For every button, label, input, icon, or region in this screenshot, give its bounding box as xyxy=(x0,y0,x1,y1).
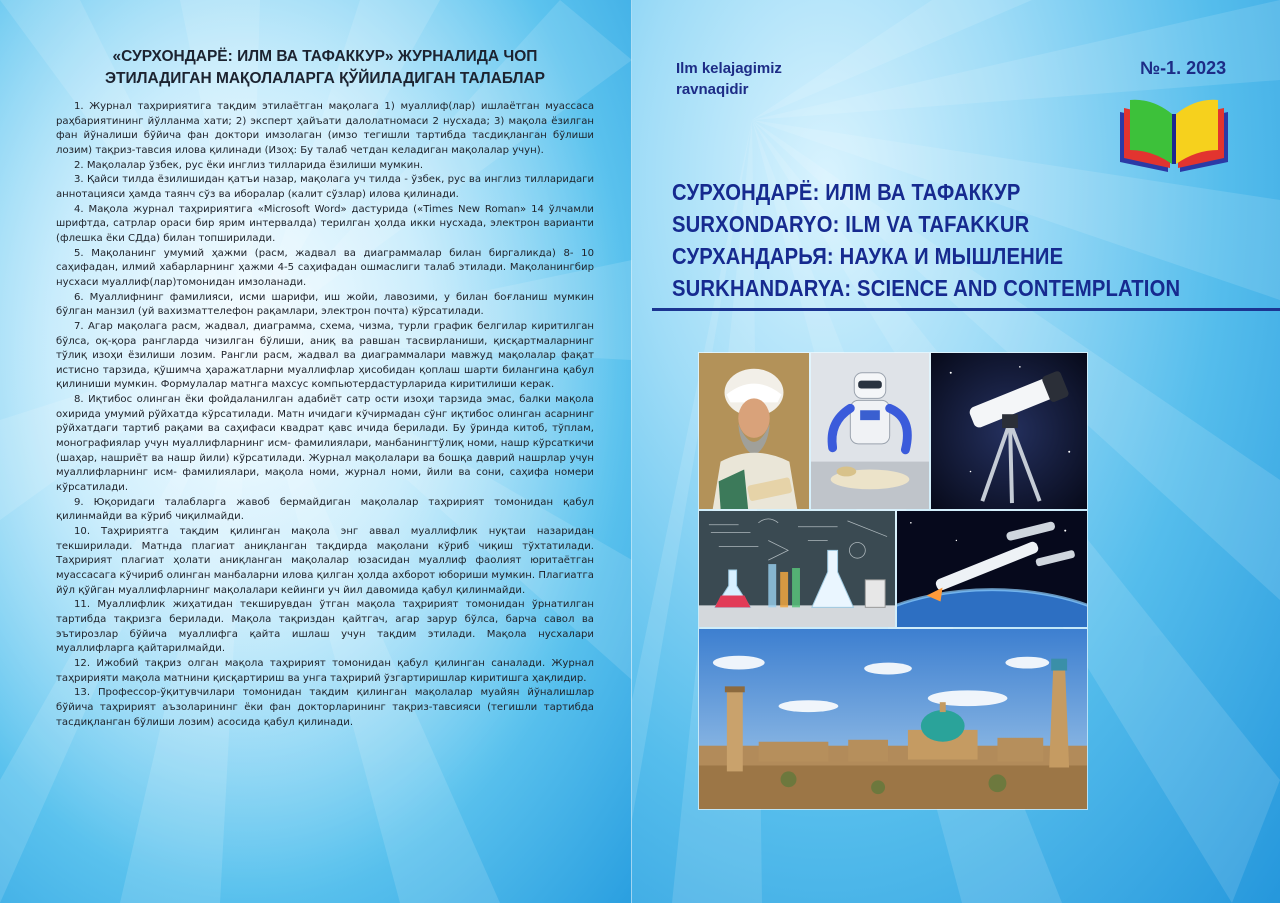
open-book-logo-icon xyxy=(1118,92,1230,174)
requirement-item: 1. Журнал таҳририятига тақдим этилаётган мақолага 1) муаллиф(лар) ишлаётган муассаса раҳбариятининг йўлланма хати; 2) эксперт ҳайъати далолатномаси 2 нусхада; 3) мақола ёзилган фан йўналиши бўйича фан доктори имзолаган (имзо тегишли тартибда тасдиқланган бўлиши лозим) тақриз-тавсия илова қилинади (Изоҳ: Бу талаб четдан келадиган мақолалар учун). xyxy=(56,101,594,156)
journal-titles xyxy=(672,176,1188,304)
title-russian: СУРХАНДАРЬЯ: НАУКА И МЫШЛЕНИЕ xyxy=(672,243,1064,269)
issue-number: №-1. 2023 xyxy=(1140,58,1227,78)
requirement-item: 3. Қайси тилда ёзилишидан қатъи назар, мақолага уч тилда - ўзбек, рус ва инглиз тилларидаги аннотацияси ҳамда таянч сўз ва иборалар (калит сўзлар) илова қилинади. xyxy=(56,174,594,200)
spacecraft-orbit-image xyxy=(896,510,1088,628)
requirement-item: 2. Мақолалар ўзбек, рус ёки инглиз тилларида ёзилиши мумкин. xyxy=(74,159,424,171)
requirement-item: 8. Иқтибос олинган ёки фойдаланилган адабиёт сатр ости изоҳи тарзида эмас, балки мақола охирида умумий рўйхатда кўрсатилади. Матн ичидаги кўчирмадан сўнг иқтибос олинган асарнинг рўйхатдаги тартиб рақами ва саҳифаси квадрат қавс ичида берилади. Бу ўринда китоб, тўплам, монографиялар учун муаллифларнинг исм- фамилиялари, манбанингтўлиқ номи, нашр кўрсаткичи (шаҳар, нашриёт ва нашр йили) кўрсатилади. Журнал мақолалари ва бошқа даврий нашрлар учун муаллифларнинг исм- фамилиялари, мақола номи, журнал номи, йили ва сони, саҳифа номери кўрсатилади. xyxy=(56,394,594,494)
requirements-title-line-1: «СУРХОНДАРЁ: ИЛМ ВА ТАФАККУР» ЖУРНАЛИДА ЧОП xyxy=(112,48,538,65)
journal-motto xyxy=(676,58,846,100)
requirement-item: 10. Таҳририятга тақдим қилинган мақола энг аввал муаллифлик нуқтаи назаридан текширилади. Матнда плагиат аниқланган тақдирда мақолани кўриб чиқиш тўхтатилади. Таҳририят плагиат ҳолати аниқланган мақолалар юзасидан муаллиф фаолият юритаётган муассасага кўчириб олинган манбаларни илова қилган ҳолда ахборот юбориши мумкин. Плагиатга йўл қўйган муаллифларнинг мақолалари кейинги уч йил давомида қабул қилинмайди. xyxy=(56,526,594,596)
title-divider xyxy=(652,308,1280,311)
requirement-item: 7. Агар мақолага расм, жадвал, диаграмма, схема, чизма, турли график белгилар киритилган бўлса, оқ-қора рангларда чизилган бўлиши, аниқ ва равшан тасвирланиши, қисқартмаларнинг тўлиқ изоҳи ёзилиши лозим. Рангли расм, жадвал ва диаграммалари мавжуд мақолалар фақат истисно тарзида, қўшимча ҳаражатларни муаллифлар ҳисобидан қоплаш шарти билангина қабул қилиниши мумкин. Формулалар матнга махсус компьютердастурларида киритилиши керак. xyxy=(56,320,594,391)
requirements-title-line-2: ЭТИЛАДИГАН МАҚОЛАЛАРГА ҚЎЙИЛАДИГАН ТАЛАБЛАР xyxy=(104,70,545,87)
requirement-item: 6. Муаллифнинг фамилияси, исми шарифи, иш жойи, лавозими, у билан боғланиш мумкин бўлган манзил (уй вахизматтелефон рақамлари, электрон почта) кўрсатилади. xyxy=(56,291,594,318)
requirement-item: 5. Мақоланинг умумий ҳажми (расм, жадвал ва диаграммалар билан биргаликда) 8- 10 саҳифадан, илмий хабарларнинг ҳажми 4-5 саҳифадан ошмаслиги талаб этилади. Мақоланингбир нусхаси муаллиф(лар)томонидан имзоланади. xyxy=(56,247,594,288)
requirement-item: 13. Профессор-ўқитувчилари томонидан тақдим қилинган мақолалар муайян йўналишлар бўйича таҳририят аъзоларининг ёки фан докторларининг тақриз-тавсияси (тегишли тартибда тасдиқланган бўлиши лозим) асосида қабул қилинади. xyxy=(56,687,594,728)
chemistry-lab-image xyxy=(698,510,896,628)
requirements-title xyxy=(60,46,590,90)
title-english: SURKHANDARYA: SCIENCE AND CONTEMPLATION xyxy=(672,275,1181,301)
requirement-item: 12. Ижобий тақриз олган мақола таҳририят томонидан қабул қилинган саналади. Журнал таҳририяти мақола матнини қисқартириш ва унга таҳририй ўзгартиришлар киритишга ҳақлидир. xyxy=(56,657,594,684)
requirement-item: 9. Юқоридаги талабларга жавоб бермайдиган мақолалар таҳририят томонидан қабул қилинмайди ва кўриб чиқилмайди. xyxy=(56,496,594,523)
title-uzbek-cyrillic: СУРХОНДАРЁ: ИЛМ ВА ТАФАККУР xyxy=(672,179,1021,205)
motto-line-1: Ilm kelajagimiz xyxy=(676,60,782,77)
motto-line-2: ravnaqidir xyxy=(676,81,749,98)
title-uzbek-latin: SURXONDARYO: ILM VA TAFAKKUR xyxy=(672,211,1030,237)
back-cover xyxy=(0,0,632,903)
requirements-list xyxy=(56,100,594,730)
telescope-image xyxy=(930,352,1088,510)
requirement-item: 4. Мақола журнал таҳририятига «Microsoft Word» дастурида («Times New Roman» 14 ўлчамли шрифтда, сатрлар ораси бир ярим интервалда) терилган ҳолда икки нусхада, электрон варианти (флешка ёки СДда) билан топширилади. xyxy=(56,203,594,244)
historic-city-minarets-image xyxy=(698,628,1088,810)
scholar-portrait-image xyxy=(698,352,810,510)
requirement-item: 11. Муаллифлик жиҳатидан текширувдан ўтган мақола таҳририят томонидан ўрнатилган тартибда тақризга берилади. Мақола тақриздан қайтгач, агар зарур бўлса, барча савол ва эътирозлар бўйича муаллифга қайта ишлаш учун тақдим этилади. Мақола нусхалари муаллифларга қайтарилмайди. xyxy=(56,599,594,655)
humanoid-robot-image xyxy=(810,352,930,510)
